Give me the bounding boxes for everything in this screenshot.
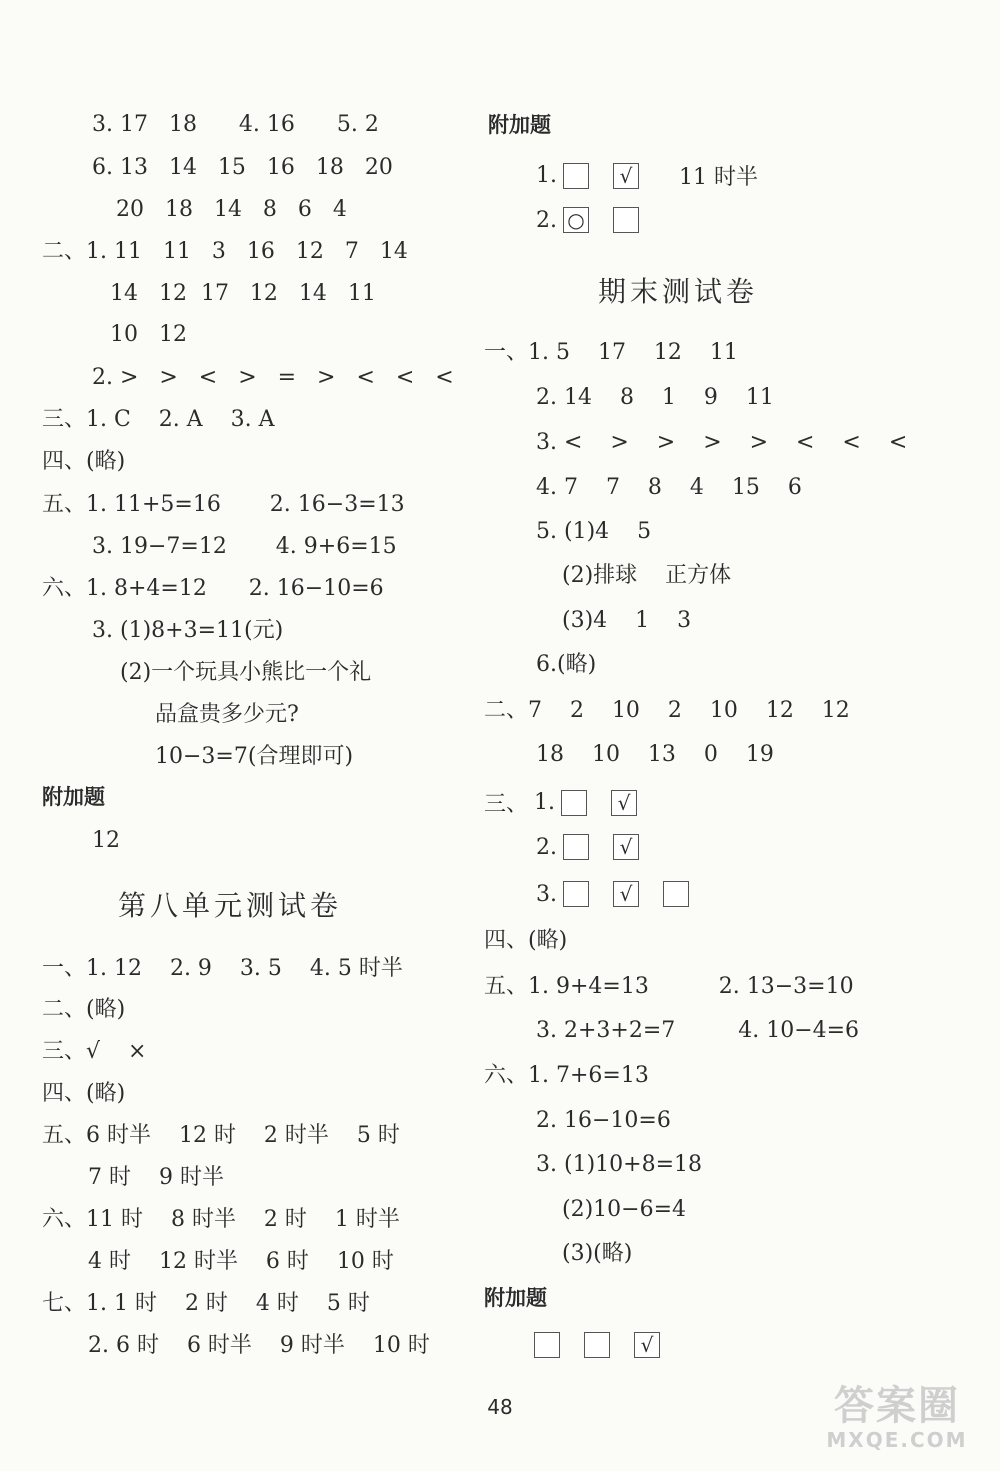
answer-line: 二、1. 11 11 3 16 12 7 14 bbox=[42, 239, 408, 264]
answer-line: 3. 2+3+2=7 4. 10−4=6 bbox=[536, 1018, 860, 1043]
answer-line: 六、1. 7+6=13 bbox=[484, 1063, 649, 1088]
answer-line: 二、(略) bbox=[42, 997, 126, 1022]
answer-box bbox=[561, 790, 587, 816]
answer-box bbox=[563, 881, 589, 907]
q3-row-3 bbox=[536, 881, 713, 907]
answer-line: 五、1. 9+4=13 2. 13−3=10 bbox=[484, 974, 854, 999]
question-number: 2. bbox=[536, 207, 557, 233]
answer-line: 2. 6 时 6 时半 9 时半 10 时 bbox=[88, 1333, 430, 1358]
extra-question-heading: 附加题 bbox=[484, 1286, 547, 1310]
answer-line: 6.(略) bbox=[536, 652, 597, 677]
answer-line: 10−3=7(合理即可) bbox=[155, 744, 354, 769]
answer-line: (3)(略) bbox=[562, 1241, 633, 1266]
answer-line: 品盒贵多少元? bbox=[155, 702, 299, 727]
q3-row-1 bbox=[484, 787, 661, 818]
answer-line: 三、√ × bbox=[42, 1039, 147, 1064]
answer-text: 11 时半 bbox=[679, 165, 758, 190]
section-title-final: 期末测试卷 bbox=[598, 275, 759, 308]
sub-question-number: 3. bbox=[536, 881, 557, 907]
extra-q1-row bbox=[536, 160, 764, 191]
answer-line: 四、(略) bbox=[484, 928, 568, 953]
answer-line: 四、(略) bbox=[42, 449, 126, 474]
answer-line: (3)4 1 3 bbox=[562, 608, 692, 633]
page-number: 48 bbox=[487, 1395, 513, 1419]
sub-question-number: 1. bbox=[534, 790, 556, 815]
answer-box-checked: √ bbox=[613, 163, 639, 189]
sub-question-number: 2. bbox=[536, 834, 557, 860]
answer-line: 五、6 时半 12 时 2 时半 5 时 bbox=[42, 1123, 400, 1148]
answer-line: 10 12 bbox=[110, 322, 187, 347]
answer-line: 3. (1)10+8=18 bbox=[536, 1152, 702, 1177]
question-number: 1. bbox=[536, 163, 557, 188]
answer-line: 12 bbox=[92, 828, 120, 853]
question-number: 三、 bbox=[484, 792, 529, 817]
answer-line: 5. (1)4 5 bbox=[536, 519, 652, 544]
answer-line: 20 18 14 8 6 4 bbox=[116, 197, 347, 222]
answer-box-checked: √ bbox=[613, 834, 639, 860]
watermark bbox=[812, 1383, 982, 1463]
extra-q2-row bbox=[536, 207, 663, 233]
answer-line: 3. < > > > > < < < bbox=[536, 430, 908, 455]
answer-line: 三、1. C 2. A 3. A bbox=[42, 407, 275, 432]
answer-line: (2)一个玩具小熊比一个礼 bbox=[120, 660, 372, 685]
extra-question-heading: 附加题 bbox=[42, 785, 105, 809]
final-extra-row bbox=[534, 1332, 684, 1358]
answer-line: 14 12 17 12 14 11 bbox=[110, 281, 376, 306]
answer-box bbox=[563, 834, 589, 860]
answer-line: 六、11 时 8 时半 2 时 1 时半 bbox=[42, 1207, 400, 1232]
answer-line: 3. 17 18 4. 16 5. 2 bbox=[92, 112, 379, 137]
answer-line: (2)10−6=4 bbox=[562, 1197, 687, 1222]
answer-line: 3. 19−7=12 4. 9+6=15 bbox=[92, 534, 397, 559]
section-title-unit8: 第八单元测试卷 bbox=[118, 889, 343, 922]
answer-box bbox=[563, 163, 589, 189]
answer-line: 五、1. 11+5=16 2. 16−3=13 bbox=[42, 492, 405, 517]
watermark-logo-text: 答案圈 bbox=[834, 1383, 960, 1429]
answer-line: 3. (1)8+3=11(元) bbox=[92, 618, 284, 643]
watermark-url: MXQE.COM bbox=[826, 1428, 968, 1452]
answer-box-checked: √ bbox=[634, 1332, 660, 1358]
answer-box-checked: √ bbox=[613, 881, 639, 907]
answer-line: 六、1. 8+4=12 2. 16−10=6 bbox=[42, 576, 384, 601]
answer-box bbox=[584, 1332, 610, 1358]
extra-question-heading: 附加题 bbox=[488, 113, 551, 137]
answer-line: (2)排球 正方体 bbox=[562, 563, 732, 588]
answer-line: 七、1. 1 时 2 时 4 时 5 时 bbox=[42, 1291, 370, 1316]
answer-line: 2. 14 8 1 9 11 bbox=[536, 385, 774, 410]
answer-box bbox=[663, 881, 689, 907]
q3-row-2 bbox=[536, 834, 663, 860]
answer-line: 7 时 9 时半 bbox=[88, 1165, 224, 1190]
answer-box-circle: ○ bbox=[563, 207, 589, 233]
answer-line: 一、1. 12 2. 9 3. 5 4. 5 时半 bbox=[42, 956, 403, 981]
answer-box-checked: √ bbox=[611, 790, 637, 816]
answer-line: 6. 13 14 15 16 18 20 bbox=[92, 155, 393, 180]
answer-line: 二、7 2 10 2 10 12 12 bbox=[484, 698, 850, 723]
answer-line: 四、(略) bbox=[42, 1081, 126, 1106]
answer-box bbox=[534, 1332, 560, 1358]
answer-line: 2. 16−10=6 bbox=[536, 1108, 671, 1133]
answer-box bbox=[613, 207, 639, 233]
answer-line: 一、1. 5 17 12 11 bbox=[484, 340, 738, 365]
answer-line: 4. 7 7 8 4 15 6 bbox=[536, 475, 802, 500]
answer-line: 2. > > < > = > < < < bbox=[92, 365, 454, 390]
answer-line: 4 时 12 时半 6 时 10 时 bbox=[88, 1249, 394, 1274]
answer-line: 18 10 13 0 19 bbox=[536, 742, 774, 767]
